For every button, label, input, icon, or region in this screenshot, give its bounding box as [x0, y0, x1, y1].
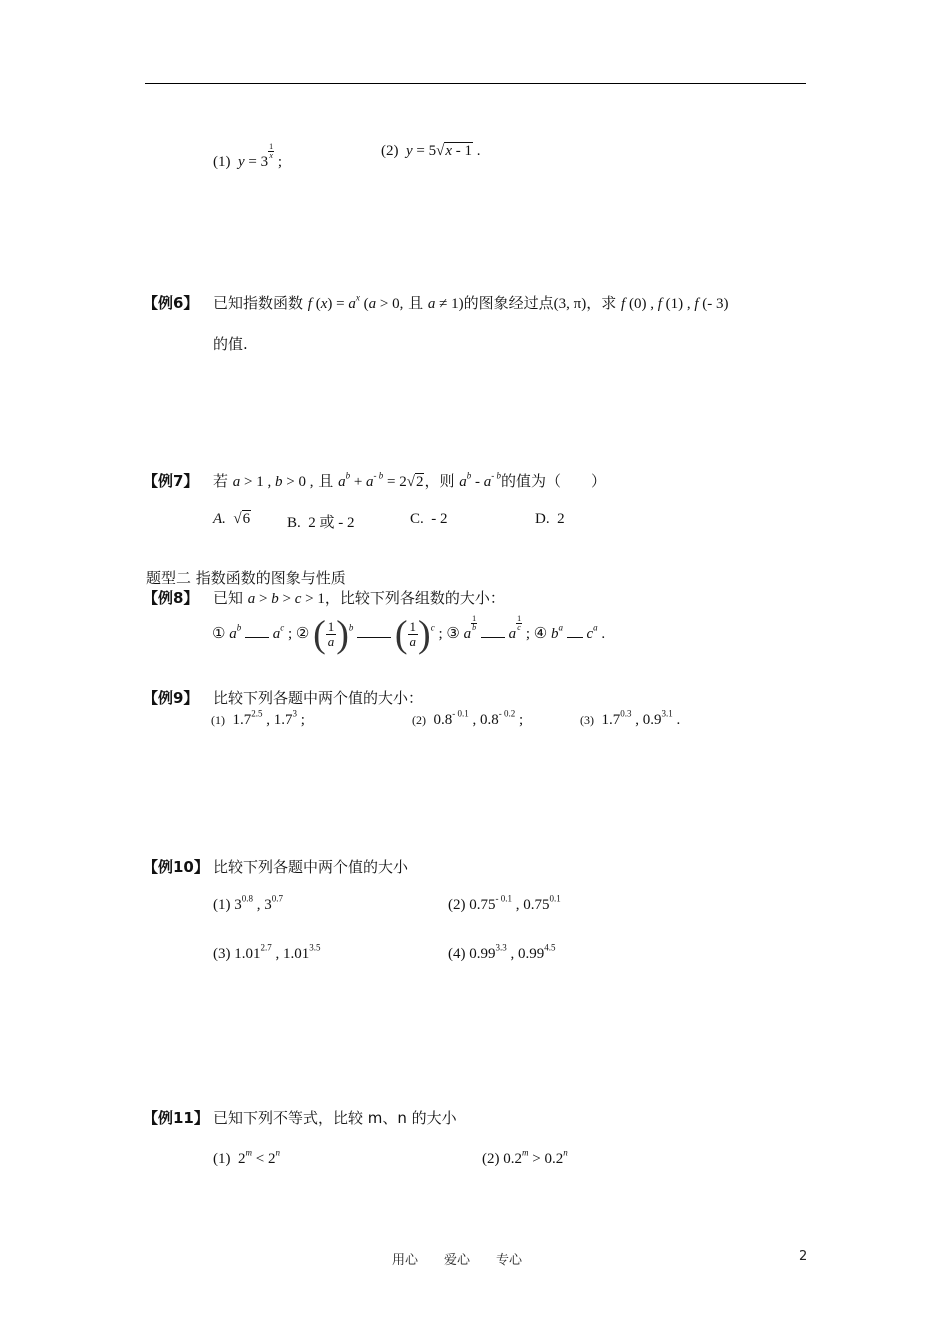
- example-11-item-1: (1) $2^m < 2^n$: [213, 1147, 280, 1167]
- example-10-item-4: (4) $0.99^{3.3}$ , $0.99^{4.5}$: [448, 942, 556, 962]
- example-10-item-2: (2) $0.75^{- 0.1}$ , $0.75^{0.1}$: [448, 893, 561, 913]
- example-9-item-3: (3) $1.7^{0.3}$ , $0.9^{3.1}$ .: [580, 708, 681, 728]
- example-8-label: 【例8】: [143, 589, 199, 607]
- example-9-item-2: (2) $0.8^{- 0.1}$ , $0.8^{- 0.2}$ ;: [412, 708, 524, 728]
- example-9-item-1: (1) $1.7^{2.5}$ , $1.7^3$ ;: [211, 708, 305, 728]
- example-10-item-1: (1) $3^{0.8}$ , $3^{0.7}$: [213, 893, 283, 913]
- example-6-text-end: 的值.: [213, 335, 248, 353]
- option-a: A. √6: [213, 511, 251, 527]
- example-9-text: 比较下列各题中两个值的大小：: [213, 689, 424, 707]
- page-number: 2: [799, 1249, 808, 1264]
- example-6-text: 已知指数函数 f $(x) = a^x$ (a > 0, 且 a ≠ 1)的图象经过点(3, π)，求 f (0) , f (1) , f (- 3): [213, 292, 729, 312]
- example-7-label: 【例7】: [143, 472, 199, 490]
- header-rule: [145, 83, 806, 84]
- top-item-1: (1) y = 3 $\frac{1}{x}$ ;: [213, 142, 283, 170]
- example-11-label: 【例11】: [143, 1109, 209, 1127]
- example-6-label: 【例6】: [143, 294, 199, 312]
- top-item-2: (2) y = 5√x - 1 .: [381, 143, 481, 159]
- option-b: B. 2 或 - 2: [287, 515, 355, 531]
- example-10-text: 比较下列各题中两个值的大小: [213, 858, 409, 876]
- example-11-item-2: (2) $0.2^m > 0.2^n$: [482, 1147, 568, 1167]
- section-title: 题型二 指数函数的图象与性质: [146, 569, 346, 587]
- example-11-text: 已知下列不等式，比较 m、n 的大小: [213, 1109, 457, 1127]
- option-d: D. 2: [535, 511, 565, 527]
- example-8-text: 已知 a > b > c > 1，比较下列各组数的大小：: [213, 589, 505, 607]
- example-7-text: 若 a > 1 , b > 0 , 且 $a^b + a^{- b} = 2√2$，则 $a^b - a^{- b}$的值为（ ）: [213, 470, 607, 490]
- example-10-item-3: (3) $1.01^{2.7}$ , $1.01^{3.5}$: [213, 942, 321, 962]
- option-c: C. - 2: [410, 511, 448, 527]
- example-10-label: 【例10】: [143, 858, 209, 876]
- footer-slogan: 用心 爱心 专心: [392, 1253, 523, 1268]
- example-9-label: 【例9】: [143, 689, 199, 707]
- example-8-comparisons: ① $a^b$ $a^c$ ; ② ( $\frac{1}{a}$ )$^b$ ( $\frac{1}{a}$ )$^c$ ; ③ a $\frac{1}{b}$ a $\frac{1}{c}$ ; ④ $b^a$ $c^a$ .: [212, 613, 606, 656]
